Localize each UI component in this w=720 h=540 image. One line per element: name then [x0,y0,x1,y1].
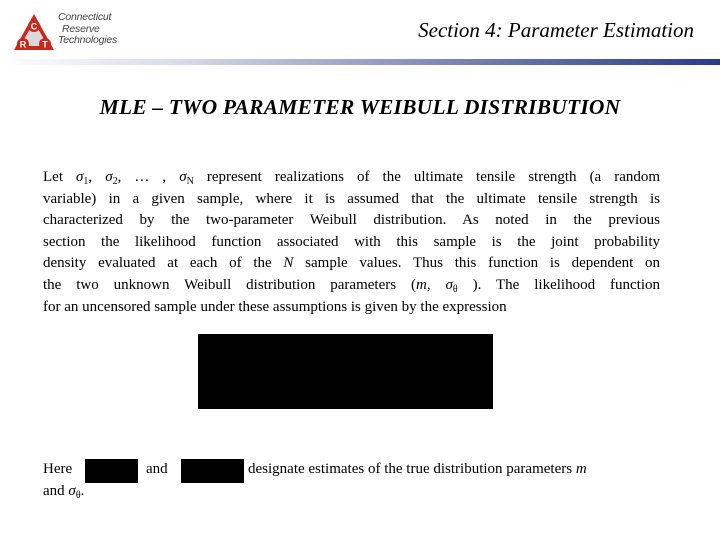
logo-text [58,12,138,47]
sigma-symbol: σ [76,169,84,185]
header-rule [0,58,720,68]
paragraph-line-4: section the likelihood function associated with this sample is the joint probability [43,233,660,250]
estimate-m-image [85,459,138,483]
paragraph-line-1: Let $\sigma_1$, $\sigma_2$, … , $\sigma_N$ represent realizations of the ultimate tensile strength (a random [43,169,661,187]
sigma-symbol: σ [179,169,187,185]
logo-line-2: Reserve [62,22,100,35]
paragraph-line-3: characterized by the two-parameter Weibull distribution. As noted in the previous [43,212,660,229]
svg-text:T: T [42,39,48,50]
section-title: Section 4: Parameter Estimation [418,18,694,42]
page-heading: MLE – TWO PARAMETER WEIBULL DISTRIBUTION [99,95,621,119]
sigma-symbol: σ [105,169,113,185]
and-sigma-text: and $\sigma_\theta$. [43,483,85,501]
logo-line-3: Technologies [58,34,118,46]
paragraph-line-5: density evaluated at each of the N sample values. Thus this function is dependent on [43,255,660,272]
here-text: Here [43,461,73,477]
and-text: and [146,461,168,477]
logo-triangle-icon [14,12,58,54]
body-paragraph [43,167,660,318]
svg-text:C: C [30,21,38,32]
designate-text: designate estimates of the true distribution parameters m [248,461,587,477]
logo-line-1: Connecticut [58,11,112,23]
likelihood-equation-image [198,334,493,409]
svg-text:R: R [19,39,27,50]
paragraph-line-7: for an uncensored sample under these assumptions is given by the expression [43,298,507,315]
sigma-symbol: σ [445,276,453,293]
estimate-sigma-image [181,459,244,483]
paragraph-line-2: variable) in a given sample, where it is assumed that the ultimate tensile strength is [43,190,660,207]
sigma-symbol: σ [68,483,76,499]
paragraph-line-6: the two unknown Weibull distribution parameters (m, $\sigma_\theta$ ). The likelihood function [43,276,660,295]
company-logo [14,12,134,58]
